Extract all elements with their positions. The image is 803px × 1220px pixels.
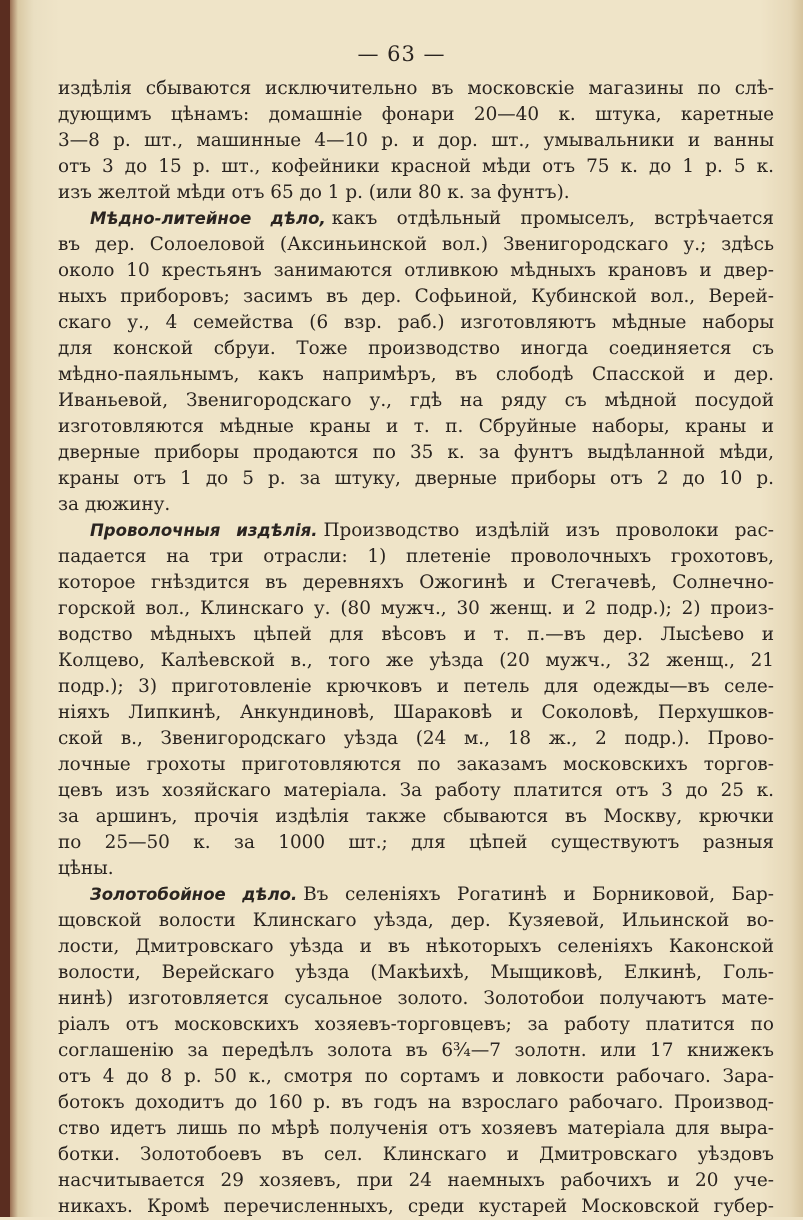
line-text: нинѣ) изготовляется сусальное золото. Золотобои получаютъ мате- (58, 988, 774, 1009)
page-number: — 63 — (357, 42, 446, 66)
line-text: никахъ. Кромѣ перечисленныхъ, среди кустарей Московской губер- (58, 1196, 774, 1217)
text-line (58, 1168, 774, 1194)
line-text: водство мѣдныхъ цѣпей для вѣсовъ и т. п.—въ дер. Лысѣево и (58, 624, 774, 645)
line-text: Иваньевой, Звенигородскаго у., гдѣ на ряду съ мѣдной посудой (58, 390, 774, 411)
line-text: ныхъ приборовъ; засимъ въ дер. Софьиной, Кубинской вол., Верей- (58, 286, 774, 307)
line-text: которое гнѣздится въ деревняхъ Ожогинѣ и Стегачевѣ, Солнечно- (58, 572, 774, 593)
line-text: за дюжину. (58, 494, 171, 515)
text-line (58, 154, 774, 180)
line-text: 3—8 р. шт., машинные 4—10 р. и дор. шт., умывальники и ванны (58, 130, 774, 151)
line-text: за аршинъ, прочія издѣлія также сбываются въ Москву, крючки (58, 806, 774, 827)
line-text: въ дер. Солоеловой (Аксиньинской вол.) Звенигородскаго у.; здѣсь (58, 234, 774, 255)
section-heading: Золотобойное дѣло. (90, 885, 298, 904)
text-line (58, 934, 774, 960)
text-line (58, 310, 774, 336)
text-line (58, 362, 774, 388)
line-text: ботки. Золотобоевъ въ сел. Клинскаго и Дмитровскаго уѣздовъ (58, 1144, 774, 1165)
line-text: подр.); 3) приготовленіе крючковъ и петель для одежды—въ селе- (58, 676, 774, 697)
line-text: мѣдно-паяльнымъ, какъ напримѣръ, въ слободѣ Спасской и дер. (58, 364, 774, 385)
section-heading: Мѣдно-литейное дѣло, (90, 209, 326, 228)
body-text (58, 76, 774, 1220)
line-text: цевъ изъ хозяйскаго матеріала. За работу платится отъ 3 до 25 к. (58, 780, 774, 801)
text-line (58, 570, 774, 596)
text-line (58, 284, 774, 310)
text-line (58, 908, 774, 934)
text-line (58, 1194, 774, 1220)
line-text: около 10 крестьянъ занимаются отливкою мѣдныхъ крановъ и двер- (58, 260, 774, 281)
line-text: Производство издѣлій изъ проволоки рас- (323, 520, 774, 541)
text-line (58, 1038, 774, 1064)
text-line (58, 440, 774, 466)
text-line (58, 336, 774, 362)
section-heading: Проволочныя издѣлія. (90, 521, 318, 540)
text-line (58, 466, 774, 492)
text-line (58, 518, 774, 544)
text-line (58, 778, 774, 804)
line-text: по 25—50 к. за 1000 шт.; для цѣпей существуютъ разныя (58, 832, 774, 853)
line-text: краны отъ 1 до 5 р. за штуку, дверные приборы отъ 2 до 10 р. (58, 468, 774, 489)
text-line (58, 76, 774, 102)
line-text: Колцево, Калѣевской в., того же уѣзда (20 мужч., 32 женщ., 21 (58, 650, 774, 671)
line-text: какъ отдѣльный промыселъ, встрѣчается (331, 208, 774, 229)
line-text: падается на три отрасли: 1) плетеніе проволочныхъ грохотовъ, (58, 546, 774, 567)
text-line (58, 1116, 774, 1142)
text-line (58, 1012, 774, 1038)
book-spine (0, 0, 10, 1217)
line-text: лости, Дмитровскаго уѣзда и въ нѣкоторыхъ селеніяхъ Каконской (58, 936, 774, 957)
line-text: насчитывается 29 хозяевъ, при 24 наемныхъ рабочихъ и 20 уче- (58, 1170, 774, 1191)
text-line (58, 674, 774, 700)
text-line (58, 830, 774, 856)
text-line (58, 1064, 774, 1090)
line-text: щовской волости Клинскаго уѣзда, дер. Кузяевой, Ильинской во- (58, 910, 774, 931)
line-text: ботокъ доходитъ до 160 р. въ годъ на взрослаго рабочаго. Производ- (58, 1092, 774, 1113)
line-text: ніяхъ Липкинѣ, Анкундиновѣ, Шараковѣ и Соколовѣ, Перхушков- (58, 702, 774, 723)
line-text: дующимъ цѣнамъ: домашніе фонари 20—40 к. штука, каретные (58, 104, 774, 125)
text-line (58, 1142, 774, 1168)
text-line (58, 648, 774, 674)
line-text: дверные приборы продаются по 35 к. за фунтъ выдѣланной мѣди, (58, 442, 774, 463)
text-line (58, 986, 774, 1012)
text-line (58, 752, 774, 778)
text-line (58, 856, 774, 882)
text-line (58, 258, 774, 284)
text-line (58, 622, 774, 648)
text-line (58, 544, 774, 570)
line-text: издѣлія сбываются исключительно въ московскіе магазины по слѣ- (58, 78, 774, 99)
line-text: отъ 4 до 8 р. 50 к., смотря по сортамъ и ловкости рабочаго. Зара- (58, 1066, 774, 1087)
text-line (58, 206, 774, 232)
text-line (58, 128, 774, 154)
line-text: для конской сбруи. Тоже производство иногда соединяется съ (58, 338, 774, 359)
line-text: ріалъ отъ московскихъ хозяевъ-торговцевъ; за работу платится по (58, 1014, 774, 1035)
line-text: горской вол., Клинскаго у. (80 мужч., 30 женщ. и 2 подр.); 2) произ- (58, 598, 774, 619)
line-text: соглашенію за передѣлъ золота въ 6¾—7 золотн. или 17 книжекъ (58, 1040, 774, 1061)
text-line (58, 232, 774, 258)
text-line (58, 700, 774, 726)
text-line (58, 960, 774, 986)
line-text: лочные грохоты приготовляются по заказамъ московскихъ торгов- (58, 754, 774, 775)
line-text: ской в., Звенигородскаго уѣзда (24 м., 18 ж., 2 подр.). Прово- (58, 728, 774, 749)
text-line (58, 1090, 774, 1116)
text-line (58, 180, 774, 206)
text-line (58, 804, 774, 830)
line-text: ство идетъ лишь по мѣрѣ полученія отъ хозяевъ матеріала для выра- (58, 1118, 774, 1139)
line-text: изготовляются мѣдные краны и т. п. Сбруйные наборы, краны и (58, 416, 774, 437)
line-text: скаго у., 4 семейства (6 взр. раб.) изготовляютъ мѣдные наборы (58, 312, 774, 333)
line-text: Въ селеніяхъ Рогатинѣ и Борниковой, Бар- (303, 884, 774, 905)
text-line (58, 726, 774, 752)
line-text: волости, Верейскаго уѣзда (Макѣихѣ, Мыщиковѣ, Елкинѣ, Голь- (58, 962, 774, 983)
text-line (58, 414, 774, 440)
text-line (58, 596, 774, 622)
text-line (58, 492, 774, 518)
line-text: изъ желтой мѣди отъ 65 до 1 р. (или 80 к. за фунтъ). (58, 182, 570, 203)
text-line (58, 388, 774, 414)
line-text: отъ 3 до 15 р. шт., кофейники красной мѣди отъ 75 к. до 1 р. 5 к. (58, 156, 774, 177)
text-line (58, 102, 774, 128)
line-text: цѣны. (58, 858, 114, 879)
text-line (58, 882, 774, 908)
